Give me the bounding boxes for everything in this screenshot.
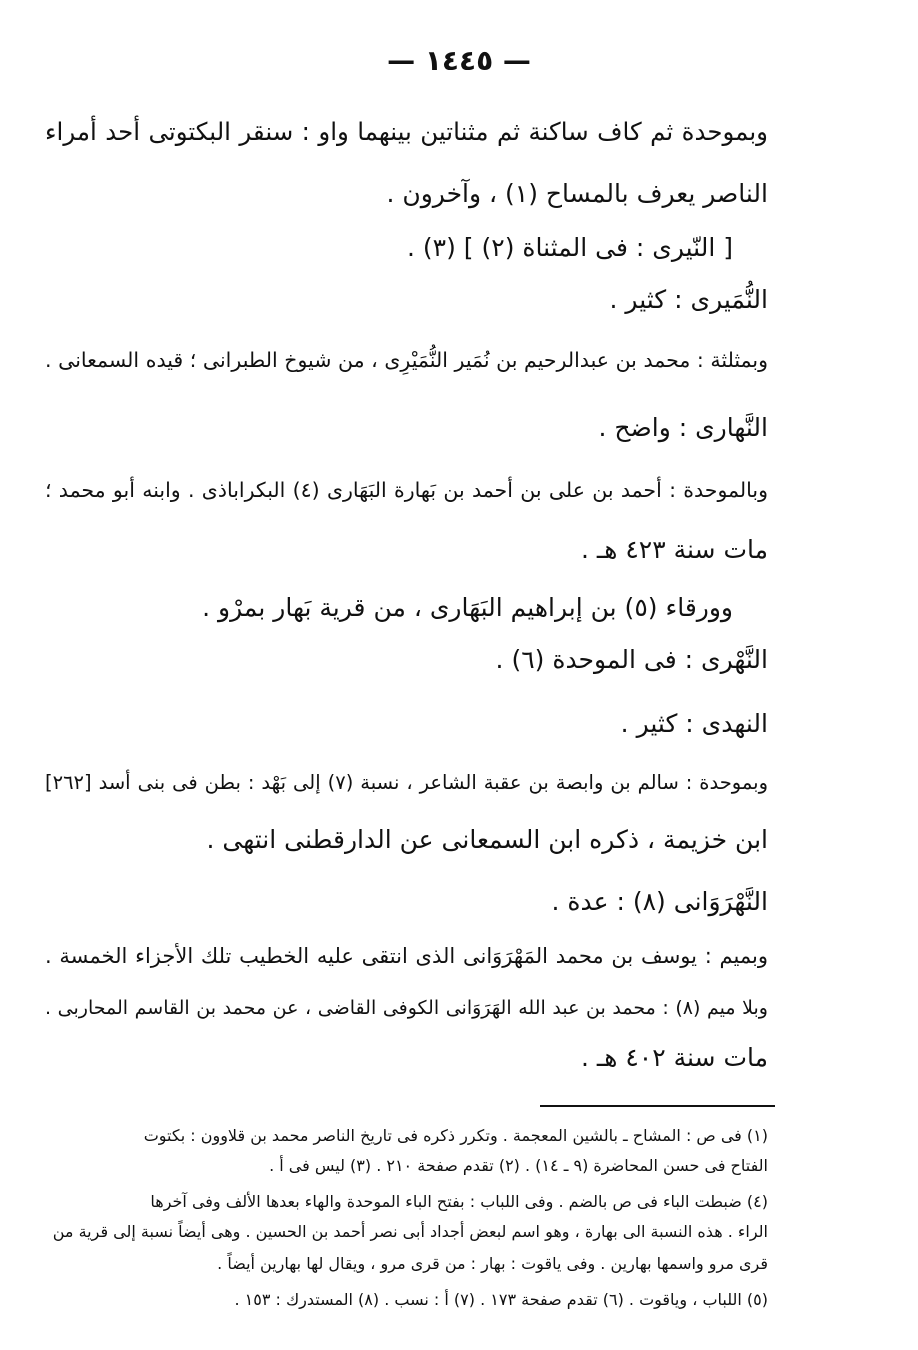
footnote-line-3: (٤) ضبطت الباء فى ص بالضم . وفى اللباب : بفتح الباء الموحدة والهاء بعدها الألف وفى آخرها — [150, 1192, 768, 1211]
text-line-10: النَّهْرى : فى الموحدة (٦) . — [495, 645, 768, 674]
text-line-8: مات سنة ٤٢٣ هـ . — [581, 535, 768, 564]
text-line-14: النَّهْرَوَانى (٨) : عدة . — [551, 887, 768, 916]
text-line-9: وورقاء (٥) بن إبراهيم البَهَارى ، من قرية بَهار بمرْو . — [202, 593, 733, 622]
text-line-17: مات سنة ٤٠٢ هـ . — [581, 1043, 768, 1072]
text-line-11: النهدى : كثير . — [620, 709, 768, 738]
text-line-13: ابن خزيمة ، ذكره ابن السمعانى عن الدارقطنى انتهى . — [206, 825, 768, 854]
text-line-7: وبالموحدة : أحمد بن على بن أحمد بن بَهارة البَهَارى (٤) البكراباذى . وابنه أبو محمد ؛ — [45, 478, 768, 502]
text-line-4: النُّمَيرى : كثير . — [609, 285, 768, 314]
footnote-separator — [540, 1105, 775, 1107]
text-line-5: وبمثلثة : محمد بن عبدالرحيم بن نُمَير النُّمَيْرِى ، من شيوخ الطبرانى ؛ قيده السمعانى . — [45, 348, 768, 372]
text-line-12: وبموحدة : سالم بن وابصة بن عقبة الشاعر ، نسبة (٧) إلى بَهْد : بطن فى بنى أسد [٢٦٢] — [45, 771, 768, 794]
footnote-line-5: قرى مرو واسمها بهارين . وفى ياقوت : بهار : من قرى مرو ، ويقال لها بهارين أيضاً . — [217, 1254, 768, 1273]
text-line-6: النَّهارى : واضح . — [598, 413, 768, 442]
page-number: — ١٤٤٥ — — [387, 44, 531, 77]
text-line-16: وبلا ميم (٨) : محمد بن عبد الله الهَرَوَانى الكوفى القاضى ، عن محمد بن القاسم المحاربى . — [45, 997, 768, 1019]
text-line-1: وبموحدة ثم كاف ساكنة ثم مثناتين بينهما واو : سنقر البكتوتى أحد أمراء — [45, 117, 768, 146]
text-line-2: الناصر يعرف بالمساح (١) ، وآخرون . — [386, 179, 768, 208]
text-line-3: [ النّيرى : فى المثناة (٢) ] (٣) . — [407, 233, 733, 262]
footnote-line-1: (١) فى ص : المشاح ـ بالشين المعجمة . وتكرر ذكره فى تاريخ الناصر محمد بن قلاوون : بكتوت — [143, 1126, 768, 1145]
footnote-line-4: الراء . هذه النسبة الى بهارة ، وهو اسم لبعض أجداد أبى نصر أحمد بن الحسين . وهى أيضاً نسبة إلى قرية من — [52, 1222, 768, 1241]
footnote-line-6: (٥) اللباب ، وياقوت . (٦) تقدم صفحة ١٧٣ . (٧) أ : نسب . (٨) المستدرك : ١٥٣ . — [234, 1290, 768, 1309]
text-line-15: وبميم : يوسف بن محمد المَهْرَوَانى الذى انتقى عليه الخطيب تلك الأجزاء الخمسة . — [45, 944, 768, 968]
footnote-line-2: الفتاح فى حسن المحاضرة (٩ ـ ١٤) . (٢) تقدم صفحة ٢١٠ . (٣) ليس فى أ . — [269, 1156, 768, 1175]
